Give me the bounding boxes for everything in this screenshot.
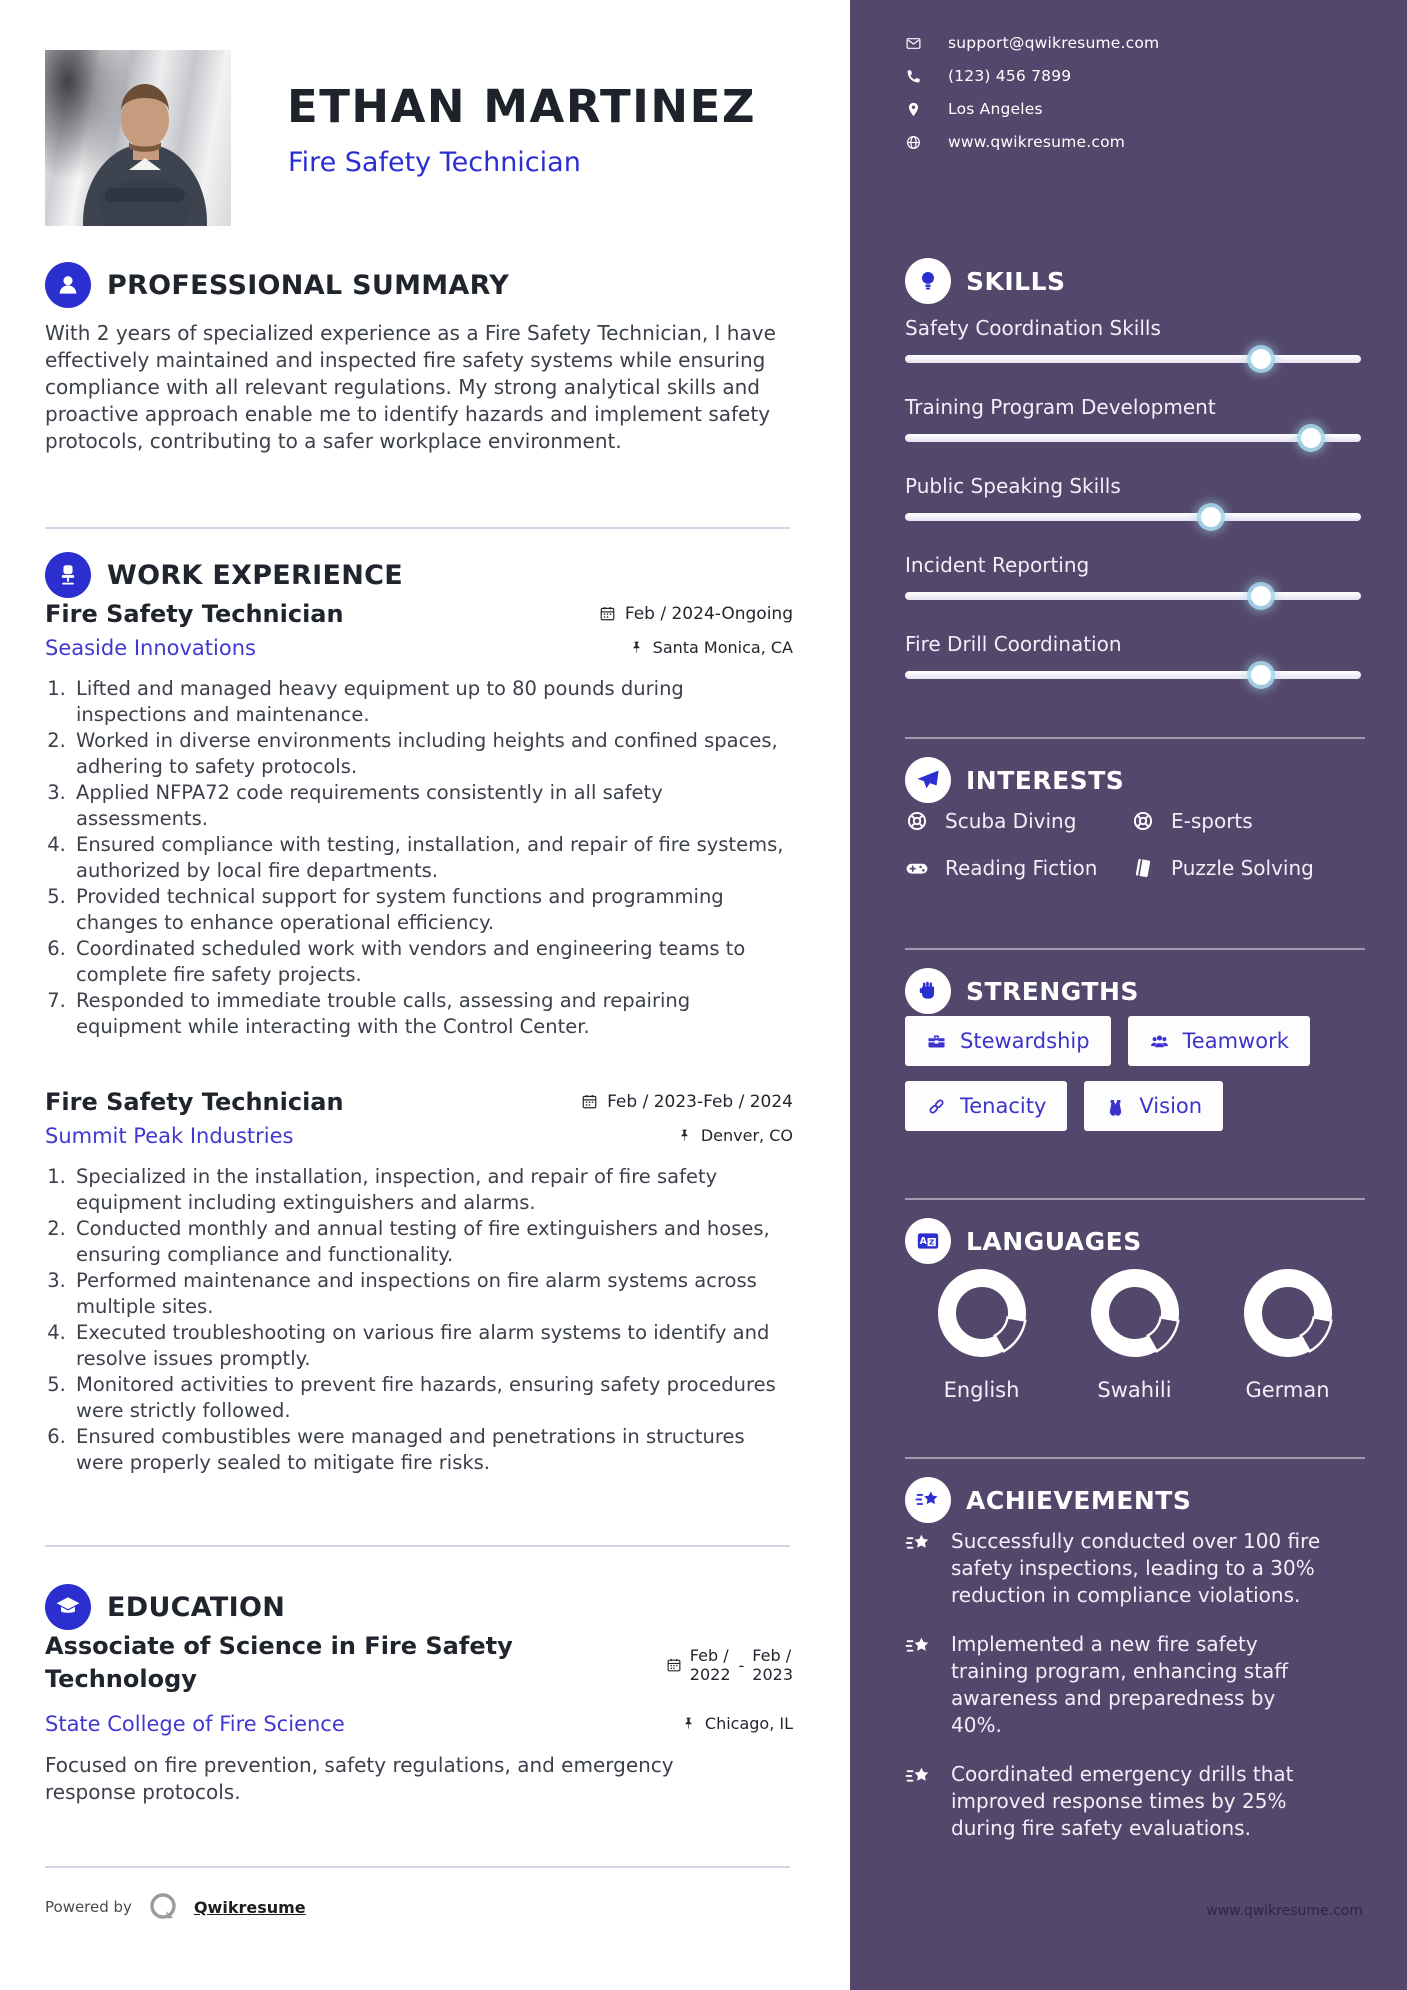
section-title: INTERESTS: [966, 765, 1125, 795]
interest-item: Reading Fiction: [905, 853, 1131, 883]
lifebuoy-icon: [1131, 809, 1155, 833]
calendar-icon: [581, 1093, 598, 1110]
job-bullet: 3. Applied NFPA72 code requirements consistently in all safety assessments.: [72, 780, 793, 832]
person-title: Fire Safety Technician: [288, 147, 581, 178]
shooting-star-icon: [905, 1477, 951, 1523]
slider-knob[interactable]: [1251, 665, 1271, 685]
job-bullet: 5. Monitored activities to prevent fire hazards, ensuring safety procedures were strictly followed.: [72, 1372, 793, 1424]
strength-chip: Tenacity: [905, 1081, 1067, 1131]
job-entry: [45, 1088, 793, 1476]
job-bullet-list: [45, 676, 793, 1040]
job-location: Denver, CO: [677, 1126, 793, 1145]
profile-photo: [45, 50, 231, 226]
person-name: ETHAN MARTINEZ: [287, 80, 756, 133]
person-icon: [45, 262, 91, 308]
contact-location: Los Angeles: [905, 96, 1365, 122]
job-bullet: 6. Ensured combustibles were managed and penetrations in structures were properly sealed to mitigate fire risks.: [72, 1424, 793, 1476]
achievement-item: Coordinated emergency drills that improved response times by 25% during fire safety evaluations.: [905, 1761, 1325, 1842]
mail-icon: [905, 35, 922, 52]
interest-item: Puzzle Solving: [1131, 853, 1371, 883]
svg-text:A: A: [919, 1235, 927, 1247]
skills-list: [905, 316, 1361, 711]
contact-email[interactable]: support@qwikresume.com: [905, 30, 1365, 56]
strength-chip: Vision: [1084, 1081, 1223, 1131]
job-bullet: 2. Worked in diverse environments including heights and confined spaces, adhering to safety protocols.: [72, 728, 793, 780]
interests-grid: [905, 806, 1371, 883]
summary-paragraph: With 2 years of specialized experience as a Fire Safety Technician, I have effectively maintained and inspected fire safety systems while ensuring compliance with all relevant regulations. My strong analytical skills and proactive approach enable me to identify hazards and implement safety protocols, contributing to a safer workplace environment.: [45, 321, 776, 453]
slider-knob[interactable]: [1201, 507, 1221, 527]
achievements-list: [905, 1528, 1325, 1864]
graduation-cap-icon: [45, 1584, 91, 1630]
language-item: German: [1211, 1268, 1364, 1402]
skill-slider: [905, 355, 1361, 363]
contact-list: [905, 30, 1365, 162]
job-entry: [45, 600, 793, 1040]
interest-item: Scuba Diving: [905, 806, 1131, 836]
paper-plane-icon: [905, 757, 951, 803]
language-donut-chart: [937, 1268, 1027, 1358]
office-chair-icon: [45, 552, 91, 598]
section-title: STRENGTHS: [966, 976, 1139, 1006]
skill-item: Fire Drill Coordination: [905, 632, 1361, 679]
skill-item: Incident Reporting: [905, 553, 1361, 600]
section-education-header: [45, 1584, 285, 1630]
shooting-star-icon: [905, 1763, 932, 1790]
skill-slider: [905, 434, 1361, 442]
skill-slider: [905, 671, 1361, 679]
job-bullet: 1. Specialized in the installation, inspection, and repair of fire safety equipment including extinguishers and alarms.: [72, 1164, 793, 1216]
job-bullet: 3. Performed maintenance and inspections on fire alarm systems across multiple sites.: [72, 1268, 793, 1320]
translate-icon: [905, 1218, 951, 1264]
qwikresume-logo: [146, 1890, 180, 1924]
section-strengths-header: [905, 968, 1139, 1014]
contact-phone[interactable]: (123) 456 7899: [905, 63, 1365, 89]
svg-text:Z: Z: [929, 1237, 935, 1247]
divider: [45, 1866, 790, 1868]
lifebuoy-icon: [905, 809, 929, 833]
job-bullet: 5. Provided technical support for system functions and programming changes to enhance operational efficiency.: [72, 884, 793, 936]
job-bullet: 7. Responded to immediate trouble calls, assessing and repairing equipment while interacting with the Control Center.: [72, 988, 793, 1040]
strength-chip: Teamwork: [1128, 1016, 1310, 1066]
section-title: SKILLS: [966, 266, 1066, 296]
section-title: LANGUAGES: [966, 1226, 1142, 1256]
location-pin-icon: [905, 101, 922, 118]
language-item: Swahili: [1058, 1268, 1211, 1402]
section-professional-summary-header: [45, 262, 509, 308]
skill-item: Public Speaking Skills: [905, 474, 1361, 521]
interest-item: E-sports: [1131, 806, 1371, 836]
shooting-star-icon: [905, 1633, 932, 1660]
education-dates: Feb / 2022 - Feb / 2023: [666, 1634, 793, 1696]
pushpin-icon: [629, 640, 644, 655]
job-bullet: 4. Executed troubleshooting on various fire alarm systems to identify and resolve issues promptly.: [72, 1320, 793, 1372]
languages-row: [905, 1268, 1365, 1402]
phone-icon: [905, 68, 922, 85]
language-donut-chart: [1090, 1268, 1180, 1358]
job-title: Fire Safety Technician: [45, 600, 344, 628]
pushpin-icon: [677, 1128, 692, 1143]
divider: [45, 1545, 790, 1547]
team-icon: [1149, 1031, 1170, 1052]
globe-icon: [905, 134, 922, 151]
language-donut-chart: [1243, 1268, 1333, 1358]
job-bullet: 1. Lifted and managed heavy equipment up to 80 pounds during inspections and maintenance.: [72, 676, 793, 728]
company-link[interactable]: Summit Peak Industries: [45, 1124, 294, 1148]
achievement-item: Implemented a new fire safety training program, enhancing staff awareness and preparedness by 40%.: [905, 1631, 1325, 1739]
job-date: Feb / 2023-Feb / 2024: [581, 1092, 793, 1112]
footer: [45, 1890, 306, 1924]
job-bullet: 6. Coordinated scheduled work with vendors and engineering teams to complete fire safety projects.: [72, 936, 793, 988]
company-link[interactable]: Seaside Innovations: [45, 636, 256, 660]
language-item: English: [905, 1268, 1058, 1402]
school-link[interactable]: State College of Fire Science: [45, 1712, 345, 1736]
section-skills-header: [905, 258, 1066, 304]
divider: [45, 527, 790, 529]
section-achievements-header: [905, 1477, 1191, 1523]
skill-slider: [905, 513, 1361, 521]
divider: [905, 1457, 1365, 1459]
section-languages-header: [905, 1218, 1142, 1264]
book-icon: [1131, 856, 1155, 880]
achievement-item: Successfully conducted over 100 fire safety inspections, leading to a 30% reduction in compliance violations.: [905, 1528, 1325, 1609]
gamepad-icon: [905, 856, 929, 880]
education-entry: [45, 1630, 793, 1806]
chain-icon: [926, 1096, 947, 1117]
skill-item: Training Program Development: [905, 395, 1361, 442]
toolbox-icon: [926, 1031, 947, 1052]
slider-knob[interactable]: [1251, 349, 1271, 369]
contact-website[interactable]: www.qwikresume.com: [905, 129, 1365, 155]
powered-by-label: Powered by: [45, 1898, 132, 1916]
binoculars-icon: [1105, 1096, 1126, 1117]
section-title: WORK EXPERIENCE: [107, 559, 403, 591]
divider: [905, 948, 1365, 950]
divider: [905, 1198, 1365, 1200]
section-title: ACHIEVEMENTS: [966, 1485, 1192, 1515]
section-title: EDUCATION: [107, 1591, 286, 1623]
pushpin-icon: [681, 1716, 696, 1731]
degree-title: Associate of Science in Fire Safety Technology: [45, 1632, 513, 1693]
strength-chip: Stewardship: [905, 1016, 1111, 1066]
section-work-experience-header: [45, 552, 403, 598]
strengths-chips: [905, 1016, 1385, 1131]
calendar-icon: [666, 1657, 682, 1673]
fist-icon: [905, 968, 951, 1014]
lightbulb-icon: [905, 258, 951, 304]
job-bullet: 2. Conducted monthly and annual testing of fire extinguishers and hoses, ensuring compliance and functionality.: [72, 1216, 793, 1268]
job-bullet: 4. Ensured compliance with testing, installation, and repair of fire systems, authorized by local fire departments.: [72, 832, 793, 884]
education-description: Focused on fire prevention, safety regulations, and emergency response protocols.: [45, 1753, 674, 1804]
job-location: Santa Monica, CA: [629, 638, 793, 657]
slider-knob[interactable]: [1251, 586, 1271, 606]
calendar-icon: [599, 605, 616, 622]
skill-slider: [905, 592, 1361, 600]
sidebar: [850, 0, 1407, 1990]
divider: [905, 737, 1365, 739]
sidebar-footer-site: www.qwikresume.com: [1206, 1903, 1363, 1919]
section-interests-header: [905, 757, 1124, 803]
job-title: Fire Safety Technician: [45, 1088, 344, 1116]
shooting-star-icon: [905, 1530, 932, 1557]
slider-knob[interactable]: [1301, 428, 1321, 448]
job-bullet-list: [45, 1164, 793, 1476]
education-location: Chicago, IL: [681, 1714, 793, 1733]
profile-photo-silhouette: [45, 50, 231, 226]
job-date: Feb / 2024-Ongoing: [599, 604, 793, 624]
date-separator: -: [738, 1655, 745, 1675]
section-title: PROFESSIONAL SUMMARY: [107, 269, 510, 301]
qwikresume-link[interactable]: Qwikresume: [193, 1897, 306, 1917]
skill-item: Safety Coordination Skills: [905, 316, 1361, 363]
